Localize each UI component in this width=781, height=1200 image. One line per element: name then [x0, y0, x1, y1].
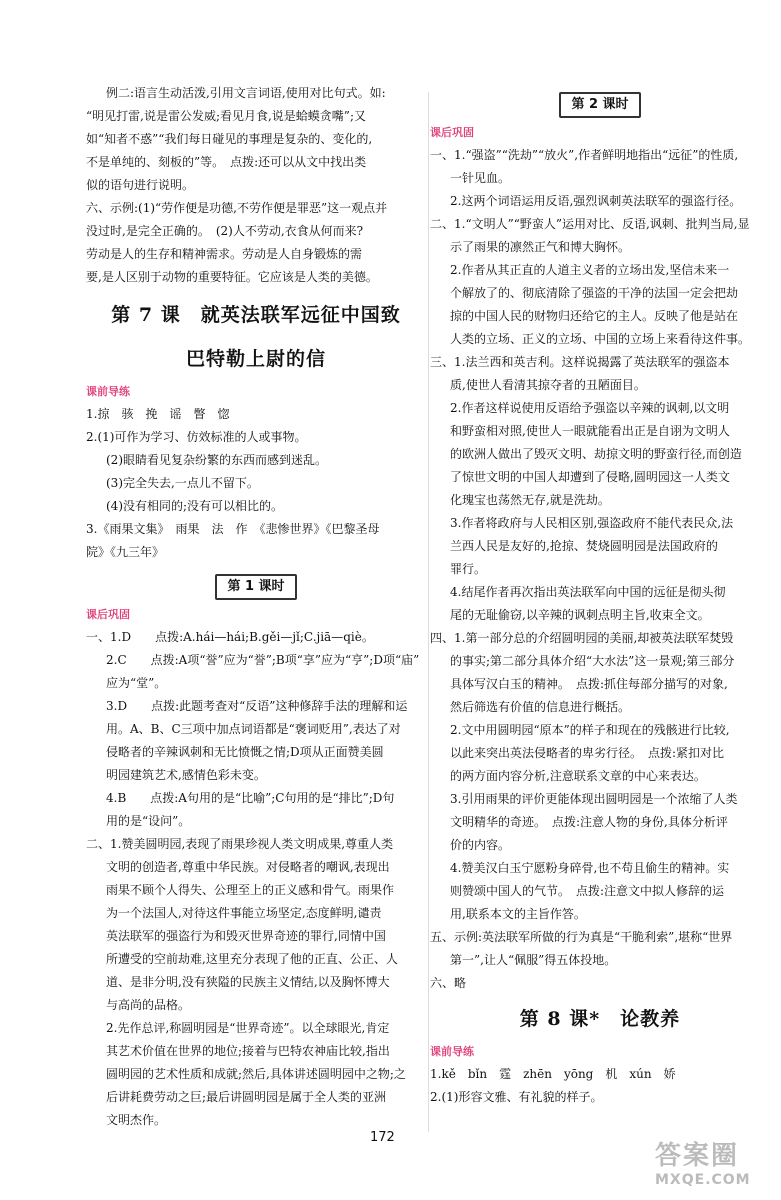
text-line: 2.文中用圆明园“原本”的样子和现在的残骸进行比较,: [450, 723, 730, 737]
text-line: 所遭受的空前劫难,这里充分表现了他的正直、公正、人: [106, 952, 398, 966]
text-line: 文明杰作。: [106, 1113, 167, 1127]
text-line: (4)没有相同的;没有可以相比的。: [106, 499, 284, 513]
text-line: 2.先作总评,称圆明园是“世界奇迹”。以全球眼光,肯定: [106, 1021, 390, 1035]
text-line: 与高尚的品格。: [106, 998, 191, 1012]
text-line: 和野蛮相对照,使世人一眼就能看出正是自诩为文明人: [450, 424, 730, 438]
text-line: (3)完全失去,一点儿不留下。: [106, 476, 259, 490]
section-heading-pre-practice: 课前导练: [86, 385, 130, 398]
text-line: 的欧洲人做出了毁灭文明、劫掠文明的野蛮行径,而创造: [450, 447, 742, 461]
text-line: 一、1.D 点拨:A.hái—hái;B.gěi—jǐ;C.jiā—qiè。: [86, 630, 374, 644]
section-heading-post-review: 课后巩固: [430, 126, 474, 139]
text-line: 圆明园的艺术性质和成就;然后,具体讲述圆明园中之物;之: [106, 1067, 406, 1081]
text-line: 院》《九三年》: [86, 545, 165, 559]
text-line: 3.引用雨果的评价更能体现出圆明园是一个浓缩了人类: [450, 792, 738, 806]
watermark-logo: [655, 1135, 765, 1190]
text-line: 明园建筑艺术,感情色彩未变。: [106, 768, 266, 782]
text-line: 用,联系本文的主旨作答。: [450, 907, 586, 921]
text-line: “明见打雷,说是雷公发威;看见月食,说是蛤蟆贪嘴”;又: [86, 109, 366, 123]
text-line: 化瑰宝也荡然无存,就是洗劫。: [450, 493, 610, 507]
period-1-badge: [86, 574, 426, 600]
text-line: 英法联军的强盗行为和毁灭世界奇迹的罪行,同情中国: [106, 929, 386, 943]
text-line: 1.掠 骇 挽 谣 瞥 惚: [86, 407, 230, 421]
watermark-line-1: 答案圈: [655, 1141, 740, 1171]
text-line: 3.作者将政府与人民相区别,强盗政府不能代表民众,法: [450, 516, 734, 530]
text-line: 一针见血。: [450, 171, 511, 185]
text-line: 劳动是人的生存和精神需求。劳动是人自身锻炼的需: [86, 247, 363, 261]
lesson-7-title-line-2: 巴特勒上尉的信: [185, 348, 326, 370]
text-line: 示了雨果的凛然正气和博大胸怀。: [450, 240, 631, 254]
text-line: 第一”,让人“佩服”得五体投地。: [450, 953, 617, 967]
text-line: 2.作者这样说使用反语给予强盗以辛辣的讽刺,以文明: [450, 401, 730, 415]
text-line: 五、示例:英法联军所做的行为真是“干脆利索”,堪称“世界: [430, 930, 733, 944]
period-1-label: 第 1 课时: [215, 574, 296, 600]
text-line: 3.D 点拨:此题考查对“反语”这种修辞手法的理解和运: [106, 699, 408, 713]
pre-practice-block: [86, 403, 426, 564]
page-number: 172: [370, 1130, 395, 1145]
text-line: 然后筛选有价值的信息进行概括。: [450, 700, 631, 714]
text-line: 3.《雨果文集》 雨果 法 作 《悲惨世界》《巴黎圣母: [86, 522, 380, 536]
text-line: 应为“堂”。: [106, 676, 167, 690]
text-line: 具体写汉白玉的精神。 点拨:抓住每部分描写的对象,: [450, 677, 728, 691]
text-line: 2.C 点拨:A项“誉”应为“誉”;B项“享”应为“亨”;D项“庙”: [106, 653, 420, 667]
text-line: 文明精华的奇迹。 点拨:注意人物的身份,具体分析评: [450, 815, 728, 829]
text-line: (2)眼睛看见复杂纷繁的东西而感到迷乱。: [106, 453, 327, 467]
text-line: 后讲耗费劳动之巨;最后讲圆明园是属于全人类的亚洲: [106, 1090, 387, 1104]
text-line: 道、是非分明,没有狭隘的民族主义情结,以及胸怀博大: [106, 975, 390, 989]
text-line: 掠的中国人民的财物归还给它的主人。反映了他是站在: [450, 309, 739, 323]
text-line: 似的语句进行说明。: [86, 178, 195, 192]
text-line: 雨果不顾个人得失、公理至上的正义感和骨气。雨果作: [106, 883, 395, 897]
text-line: 4.结尾作者再次指出英法联军向中国的远征是彻头彻: [450, 585, 726, 599]
text-line: 则赞颂中国人的气节。 点拨:注意文中拟人修辞的运: [450, 884, 725, 898]
text-line: 如“知者不惑”“我们每日碰见的事理是复杂的、变化的,: [86, 132, 373, 146]
text-line: 六、示例:(1)“劳作便是功德,不劳作便是罪恶”这一观点并: [86, 201, 388, 215]
intro-block: [86, 82, 426, 289]
text-line: 四、1.第一部分总的介绍圆明园的美丽,却被英法联军焚毁: [430, 631, 734, 645]
text-line: 一、1.“强盗”“洗劫”“放火”,作者鲜明地指出“远征”的性质,: [430, 148, 739, 162]
section-heading-post-review: 课后巩固: [86, 608, 130, 621]
text-line: 不是单纯的、刻板的”等。 点拨:还可以从文中找出类: [86, 155, 367, 169]
text-line: 文明的创造者,尊重中华民族。对侵略者的嘲讽,表现出: [106, 860, 390, 874]
text-line: 侵略者的辛辣讽刺和无比愤慨之情;D项从正面赞美圆: [106, 745, 384, 759]
text-line: 了惊世文明的中国人却遭到了侵略,圆明园这一人类文: [450, 470, 730, 484]
text-line: 2.(1)可作为学习、仿效标准的人或事物。: [86, 430, 307, 444]
text-line: 2.(1)形容文雅、有礼貌的样子。: [430, 1090, 603, 1104]
column-divider: [428, 92, 429, 1132]
text-line: 兰西人民是友好的,抢掠、焚烧圆明园是法国政府的: [450, 539, 718, 553]
text-line: 质,使世人看清其掠夺者的丑陋面目。: [450, 378, 646, 392]
text-line: 要,是人区别于动物的重要特征。它应该是人类的美德。: [86, 270, 378, 284]
text-line: 的两方面内容分析,注意联系文章的中心来表达。: [450, 769, 706, 783]
text-line: 的事实;第二部分具体介绍“大水法”这一景观;第三部分: [450, 654, 735, 668]
text-line: 尾的无耻偷窃,以辛辣的讽刺点明主旨,收束全文。: [450, 608, 710, 622]
text-line: 为一个法国人,对待这件事能立场坚定,态度鲜明,谴责: [106, 906, 382, 920]
left-column: [86, 82, 426, 1132]
text-line: 二、1.“文明人”“野蛮人”运用对比、反语,讽刺、批判当局,显: [430, 217, 750, 231]
lesson-8-pre-practice: [430, 1063, 770, 1109]
text-line: 4.赞美汉白玉宁愿粉身碎骨,也不苟且偷生的精神。实: [450, 861, 730, 875]
period-2-label: 第 2 课时: [559, 92, 640, 118]
period-2-answers: [430, 144, 770, 995]
right-column: [430, 82, 770, 1109]
text-line: 2.作者从其正直的人道主义者的立场出发,坚信未来一: [450, 263, 730, 277]
text-line: 三、1.法兰西和英吉利。这样说揭露了英法联军的强盗本: [430, 355, 730, 369]
period-2-badge: [430, 92, 770, 118]
text-line: 其艺术价值在世界的地位;接着与巴特农神庙比较,指出: [106, 1044, 390, 1058]
text-line: 罪行。: [450, 562, 487, 576]
text-line: 没过时,是完全正确的。 (2)人不劳动,衣食从何而来?: [86, 224, 364, 238]
text-line: 例二:语言生动活泼,引用文言词语,使用对比句式。如:: [106, 86, 386, 100]
text-line: 2.这两个词语运用反语,强烈讽刺英法联军的强盗行径。: [450, 194, 742, 208]
post-review-block: [86, 626, 426, 1132]
text-line: 个解放了的、彻底清除了强盗的干净的法国一定会把劫: [450, 286, 739, 300]
text-line: 二、1.赞美圆明园,表现了雨果珍视人类文明成果,尊重人类: [86, 837, 394, 851]
lesson-8-title: 第 8 课* 论教养: [519, 1008, 681, 1030]
text-line: 用的是“设问”。: [106, 814, 191, 828]
text-line: 4.B 点拨:A句用的是“比喻”;C句用的是“排比”;D句: [106, 791, 395, 805]
section-heading-pre-practice: 课前导练: [430, 1045, 474, 1058]
text-line: 用。A、B、C三项中加点词语都是“褒词贬用”,表达了对: [106, 722, 401, 736]
text-line: 人类的立场、正义的立场、中国的立场上来看待这件事。: [450, 332, 751, 346]
text-line: 价的内容。: [450, 838, 511, 852]
text-line: 以此来突出英法侵略者的卑劣行径。 点拨:紧扣对比: [450, 746, 725, 760]
text-line: 六、略: [430, 976, 467, 990]
lesson-7-title-line-1: 第 7 课 就英法联军远征中国致: [111, 304, 401, 326]
text-line: 1.kě bǐn 霆 zhēn yōng 机 xún 娇: [430, 1067, 676, 1081]
watermark-line-2: MXQE.COM: [655, 1172, 751, 1188]
